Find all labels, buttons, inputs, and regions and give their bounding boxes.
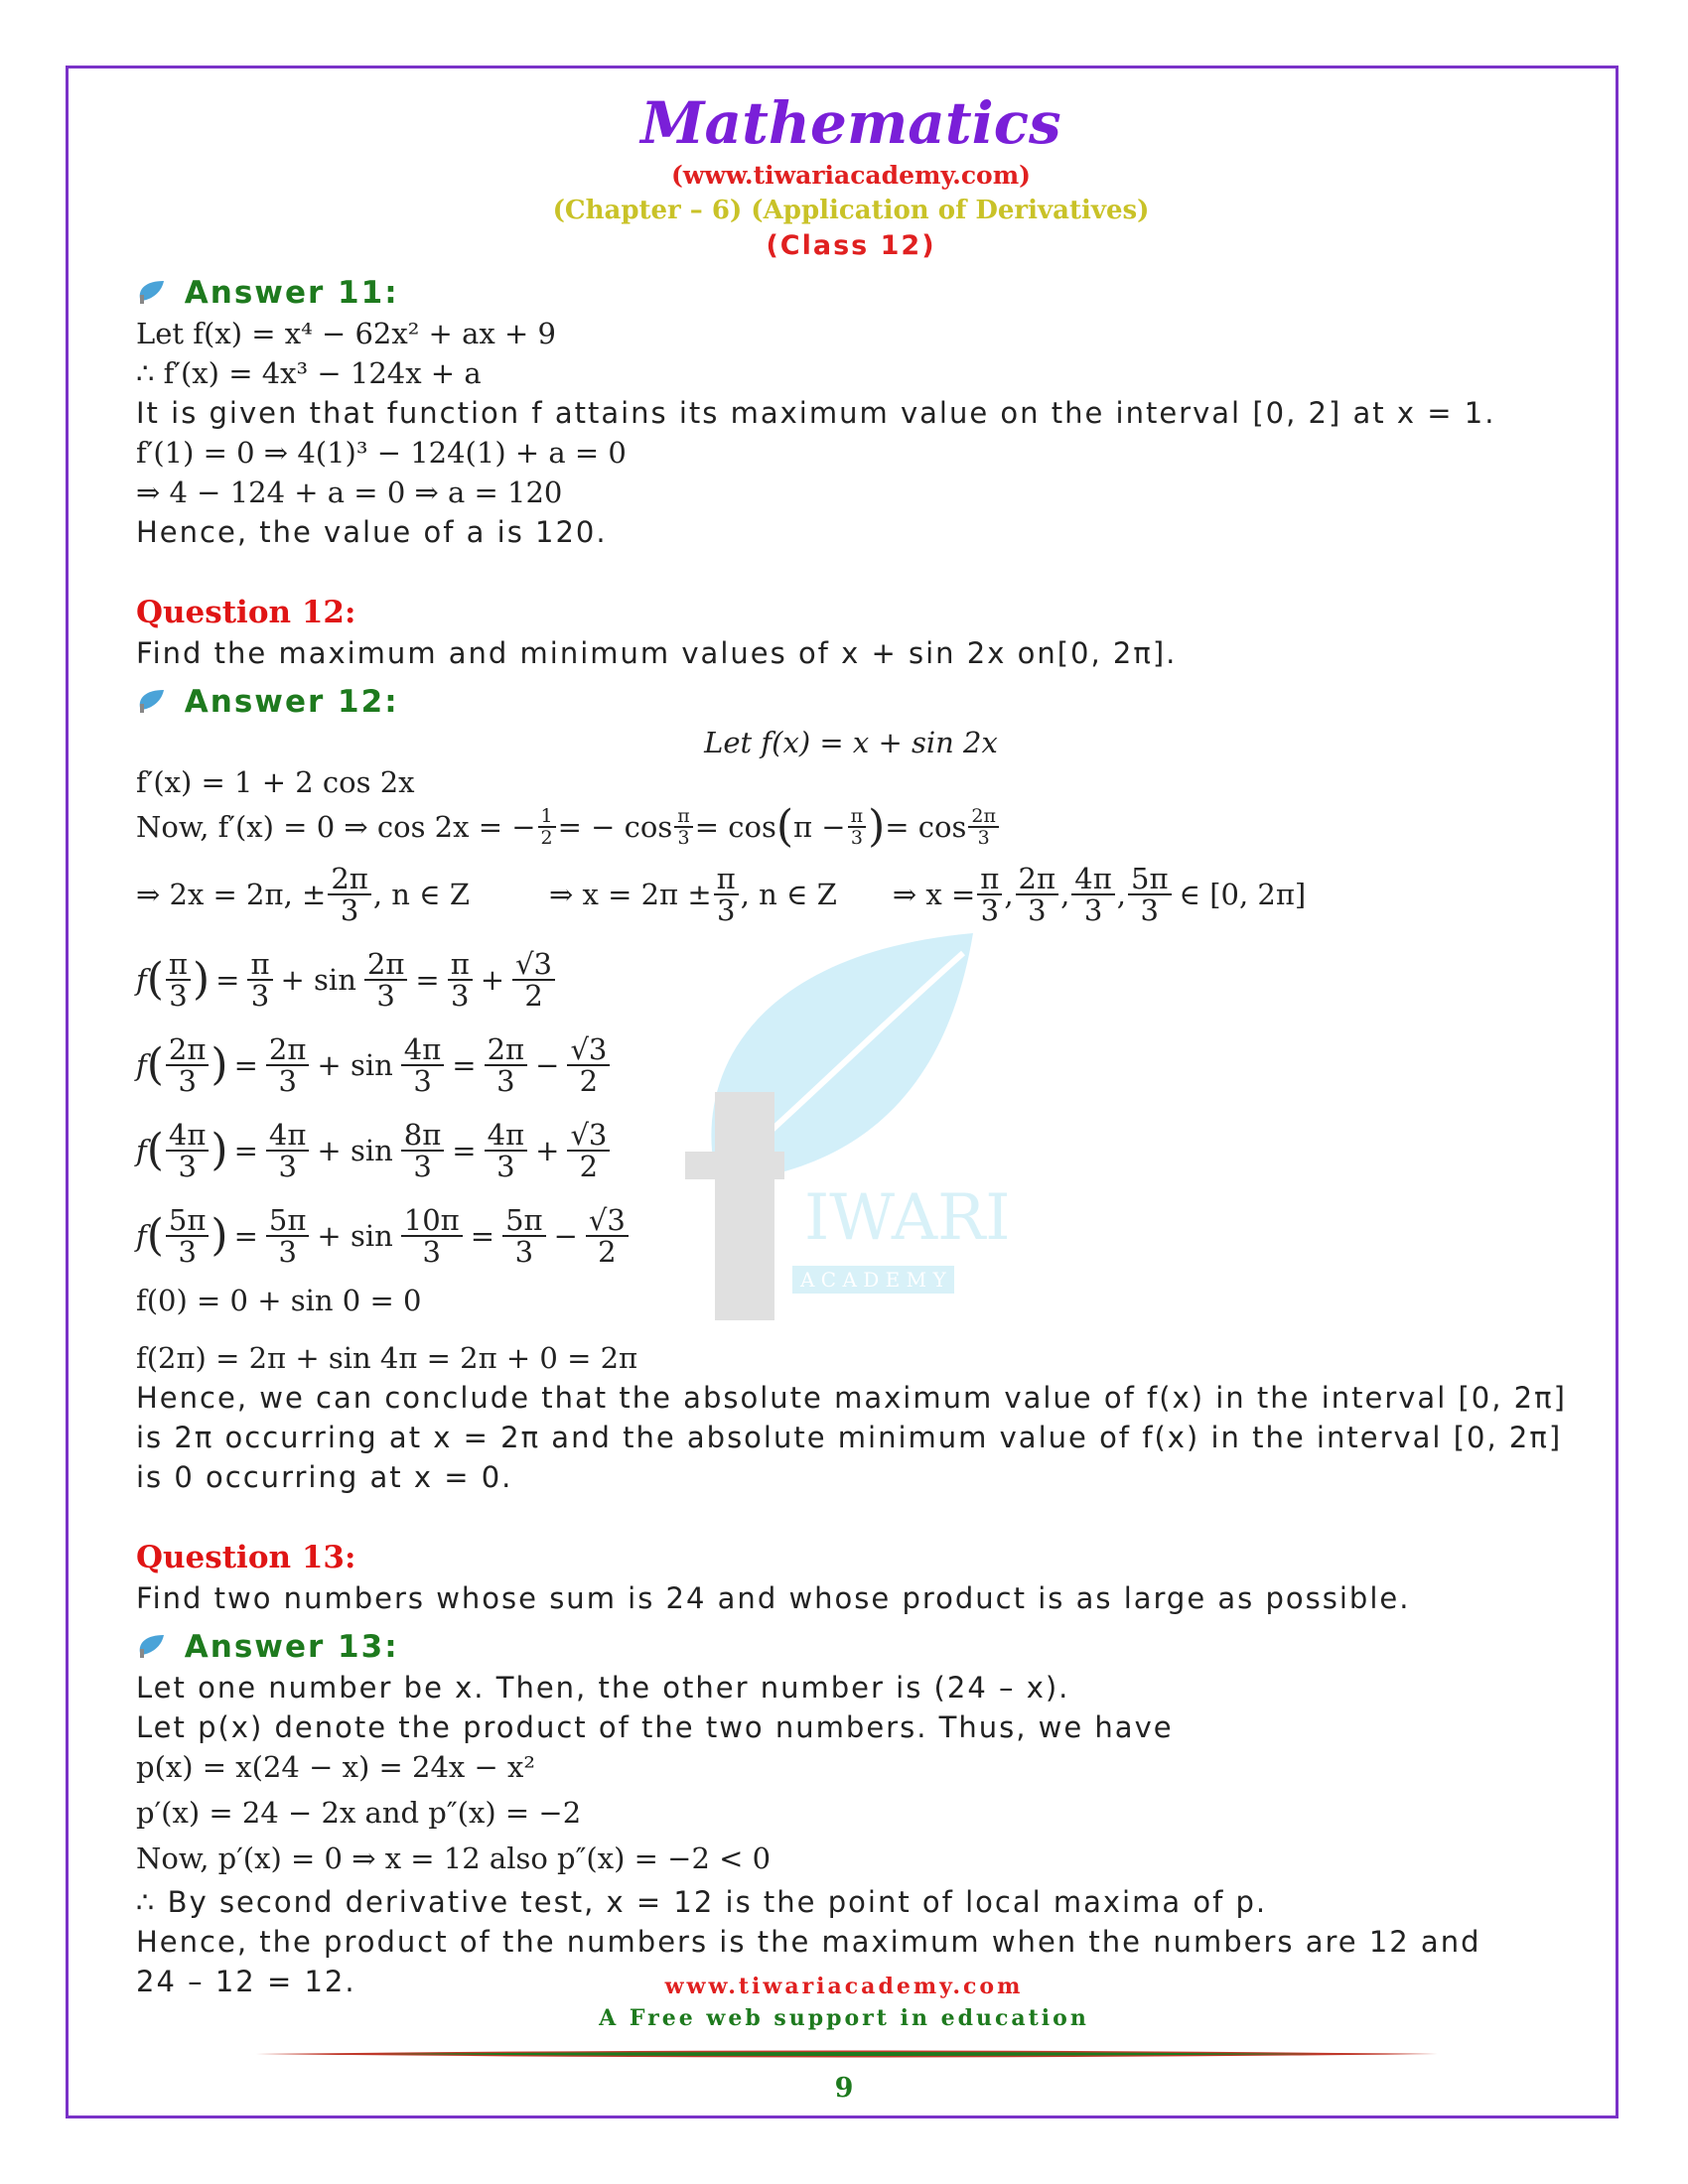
a12-sol-e: ⇒ x =: [892, 878, 976, 911]
a12-f-4pi-3: f ( $\frac{4\pi}{3}$ ) = $\frac{4\pi}{3}$ + sin $\frac{8\pi}{3}$ = $\frac{4\pi}{3}$ + $\frac{√3}{2}$: [136, 1108, 1566, 1193]
a12-now-d: π −: [793, 810, 846, 844]
a12-sol-a: ⇒ 2x = 2π, ±: [136, 878, 327, 911]
a12-solutions-line: ⇒ 2x = 2π, ± $\frac{2\pi}{3}$ , n ∈ Z ⇒ x = 2π ± $\frac{\pi}{3}$ , n ∈ Z ⇒ x = $\frac{\pi}{3}$ , $\frac{2\pi}{3}$ , $\frac{4\pi}{3}$ , $\frac{5\pi}{3}$ ∈ [0, 2π]: [136, 862, 1307, 927]
a11-line-2: ∴ f′(x) = 4x³ − 124x + a: [136, 356, 482, 390]
a12-derivative: f′(x) = 1 + 2 cos 2x: [136, 765, 415, 799]
page-footer: [0, 1971, 1688, 2034]
answer-11-label: Answer 11:: [184, 275, 399, 311]
a12-f2pi: f(2π) = 2π + sin 4π = 2π + 0 = 2π: [136, 1341, 638, 1375]
a11-line-4: f′(1) = 0 ⇒ 4(1)³ − 124(1) + a = 0: [136, 436, 627, 470]
page-number: 9: [834, 2073, 854, 2104]
watermark-sub: A C A D E M Y: [792, 1266, 954, 1294]
frac-pi-3: $\frac{\pi}{3}$: [714, 864, 739, 925]
question-12-text: Find the maximum and minimum values of x + sin 2x on[0, 2π].: [136, 636, 1178, 670]
question-12-heading: Question 12:: [136, 595, 356, 630]
a12-f0: f(0) = 0 + sin 0 = 0: [136, 1284, 422, 1317]
a13-line-1: Let one number be x. Then, the other number is (24 – x).: [136, 1671, 1070, 1705]
watermark-brand: IWARI: [804, 1181, 1011, 1255]
a13-line-5: Now, p′(x) = 0 ⇒ x = 12 also p″(x) = −2 < 0: [136, 1842, 772, 1875]
a12-conclusion-3: is 0 occurring at x = 0.: [136, 1460, 513, 1494]
a12-conclusion-1: Hence, we can conclude that the absolute maximum value of f(x) in the interval [0, 2π]: [136, 1381, 1567, 1415]
a12-now-a: Now, f′(x) = 0 ⇒ cos 2x = −: [136, 810, 536, 844]
a12-f-5pi-3: f ( $\frac{5\pi}{3}$ ) = $\frac{5\pi}{3}$ + sin $\frac{10\pi}{3}$ = $\frac{5\pi}{3}$ − $\frac{√3}{2}$: [136, 1193, 1566, 1279]
tiwari-logo-icon: [136, 1633, 168, 1659]
frac-4pi-3: $\frac{4\pi}{3}$: [1071, 864, 1115, 925]
frac-2pi-3: $\frac{2\pi}{3}$: [328, 864, 371, 925]
header-class: (Class 12): [766, 230, 936, 261]
frac-2pi-3: $\frac{2\pi}{3}$: [1016, 864, 1059, 925]
question-13-text: Find two numbers whose sum is 24 and whose product is as large as possible.: [136, 1581, 1411, 1615]
footer-site: www.tiwariacademy.com: [664, 1974, 1024, 1999]
footer-divider: [256, 2049, 1438, 2059]
header-chapter: (Chapter – 6) (Application of Derivatives): [552, 196, 1150, 225]
a11-line-5: ⇒ 4 − 124 + a = 0 ⇒ a = 120: [136, 476, 563, 509]
a12-sol-c: ⇒ x = 2π ±: [549, 878, 712, 911]
frac-pi-3: $\frac{\pi}{3}$: [848, 806, 867, 848]
frac-5pi-3: $\frac{5\pi}{3}$: [1128, 864, 1172, 925]
a11-line-1: Let f(x) = x⁴ − 62x² + ax + 9: [136, 317, 556, 350]
a12-sol-b: , n ∈ Z: [372, 878, 470, 911]
header-site: (www.tiwariacademy.com): [670, 161, 1031, 190]
answer-12-heading: [136, 681, 1566, 723]
a13-line-4: p′(x) = 24 − 2x and p″(x) = −2: [136, 1796, 582, 1830]
answer-13-heading: [136, 1626, 1566, 1668]
a13-line-2: Let p(x) denote the product of the two numbers. Thus, we have: [136, 1710, 1174, 1744]
question-13-heading: Question 13:: [136, 1540, 356, 1575]
tiwari-logo-icon: [136, 279, 168, 305]
answer-12-label: Answer 12:: [184, 684, 399, 720]
a12-f-2pi-3: f ( $\frac{2\pi}{3}$ ) = $\frac{2\pi}{3}$ + sin $\frac{4\pi}{3}$ = $\frac{2\pi}{3}$ − $\frac{√3}{2}$: [136, 1023, 1566, 1108]
page-title: Mathematics: [640, 89, 1061, 157]
footer-tagline: A Free web support in education: [599, 2005, 1089, 2031]
page-content: [136, 79, 1566, 2001]
a12-sol-f: ∈ [0, 2π]: [1179, 878, 1307, 911]
a12-conclusion-2: is 2π occurring at x = 2π and the absolute minimum value of f(x) in the interval [0, 2π]: [136, 1421, 1563, 1454]
answer-11-heading: [136, 272, 1566, 314]
frac-pi-3: $\frac{\pi}{3}$: [674, 806, 693, 848]
answer-13-label: Answer 13:: [184, 1629, 399, 1665]
a12-let: Let f(x) = x + sin 2x: [704, 726, 998, 759]
a13-line-6: ∴ By second derivative test, x = 12 is the point of local maxima of p.: [136, 1885, 1268, 1919]
a12-f-pi-3: f ( $\frac{\pi}{3}$ ) = $\frac{\pi}{3}$ + sin $\frac{2\pi}{3}$ = $\frac{\pi}{3}$ + $\frac{√3}{2}$: [136, 937, 1566, 1023]
a13-line-7: Hence, the product of the numbers is the maximum when the numbers are 12 and: [136, 1925, 1481, 1959]
tiwari-logo-icon: [136, 688, 168, 714]
a13-line-3: p(x) = x(24 − x) = 24x − x²: [136, 1750, 535, 1784]
frac-pi-3: $\frac{\pi}{3}$: [977, 864, 1002, 925]
frac-2pi-3: $\frac{2\pi}{3}$: [968, 806, 999, 848]
a12-now-b: = − cos: [557, 810, 673, 844]
a12-now-c: = cos: [694, 810, 776, 844]
a12-now-line: Now, f′(x) = 0 ⇒ cos 2x = − $\frac{1}{2}$ = − cos $\frac{\pi}{3}$ = cos ( π − $\frac{\pi}{3}$ ) = cos $\frac{2\pi}{3}$: [136, 802, 1566, 852]
a13-line-8: 24 – 12 = 12.: [136, 1965, 356, 1998]
a12-now-e: = cos: [885, 810, 967, 844]
a11-line-3: It is given that function f attains its maximum value on the interval [0, 2] at x = 1.: [136, 396, 1496, 430]
frac-1-2: $\frac{1}{2}$: [538, 806, 556, 848]
a11-line-6: Hence, the value of a is 120.: [136, 515, 608, 549]
a12-sol-d: , n ∈ Z: [740, 878, 837, 911]
